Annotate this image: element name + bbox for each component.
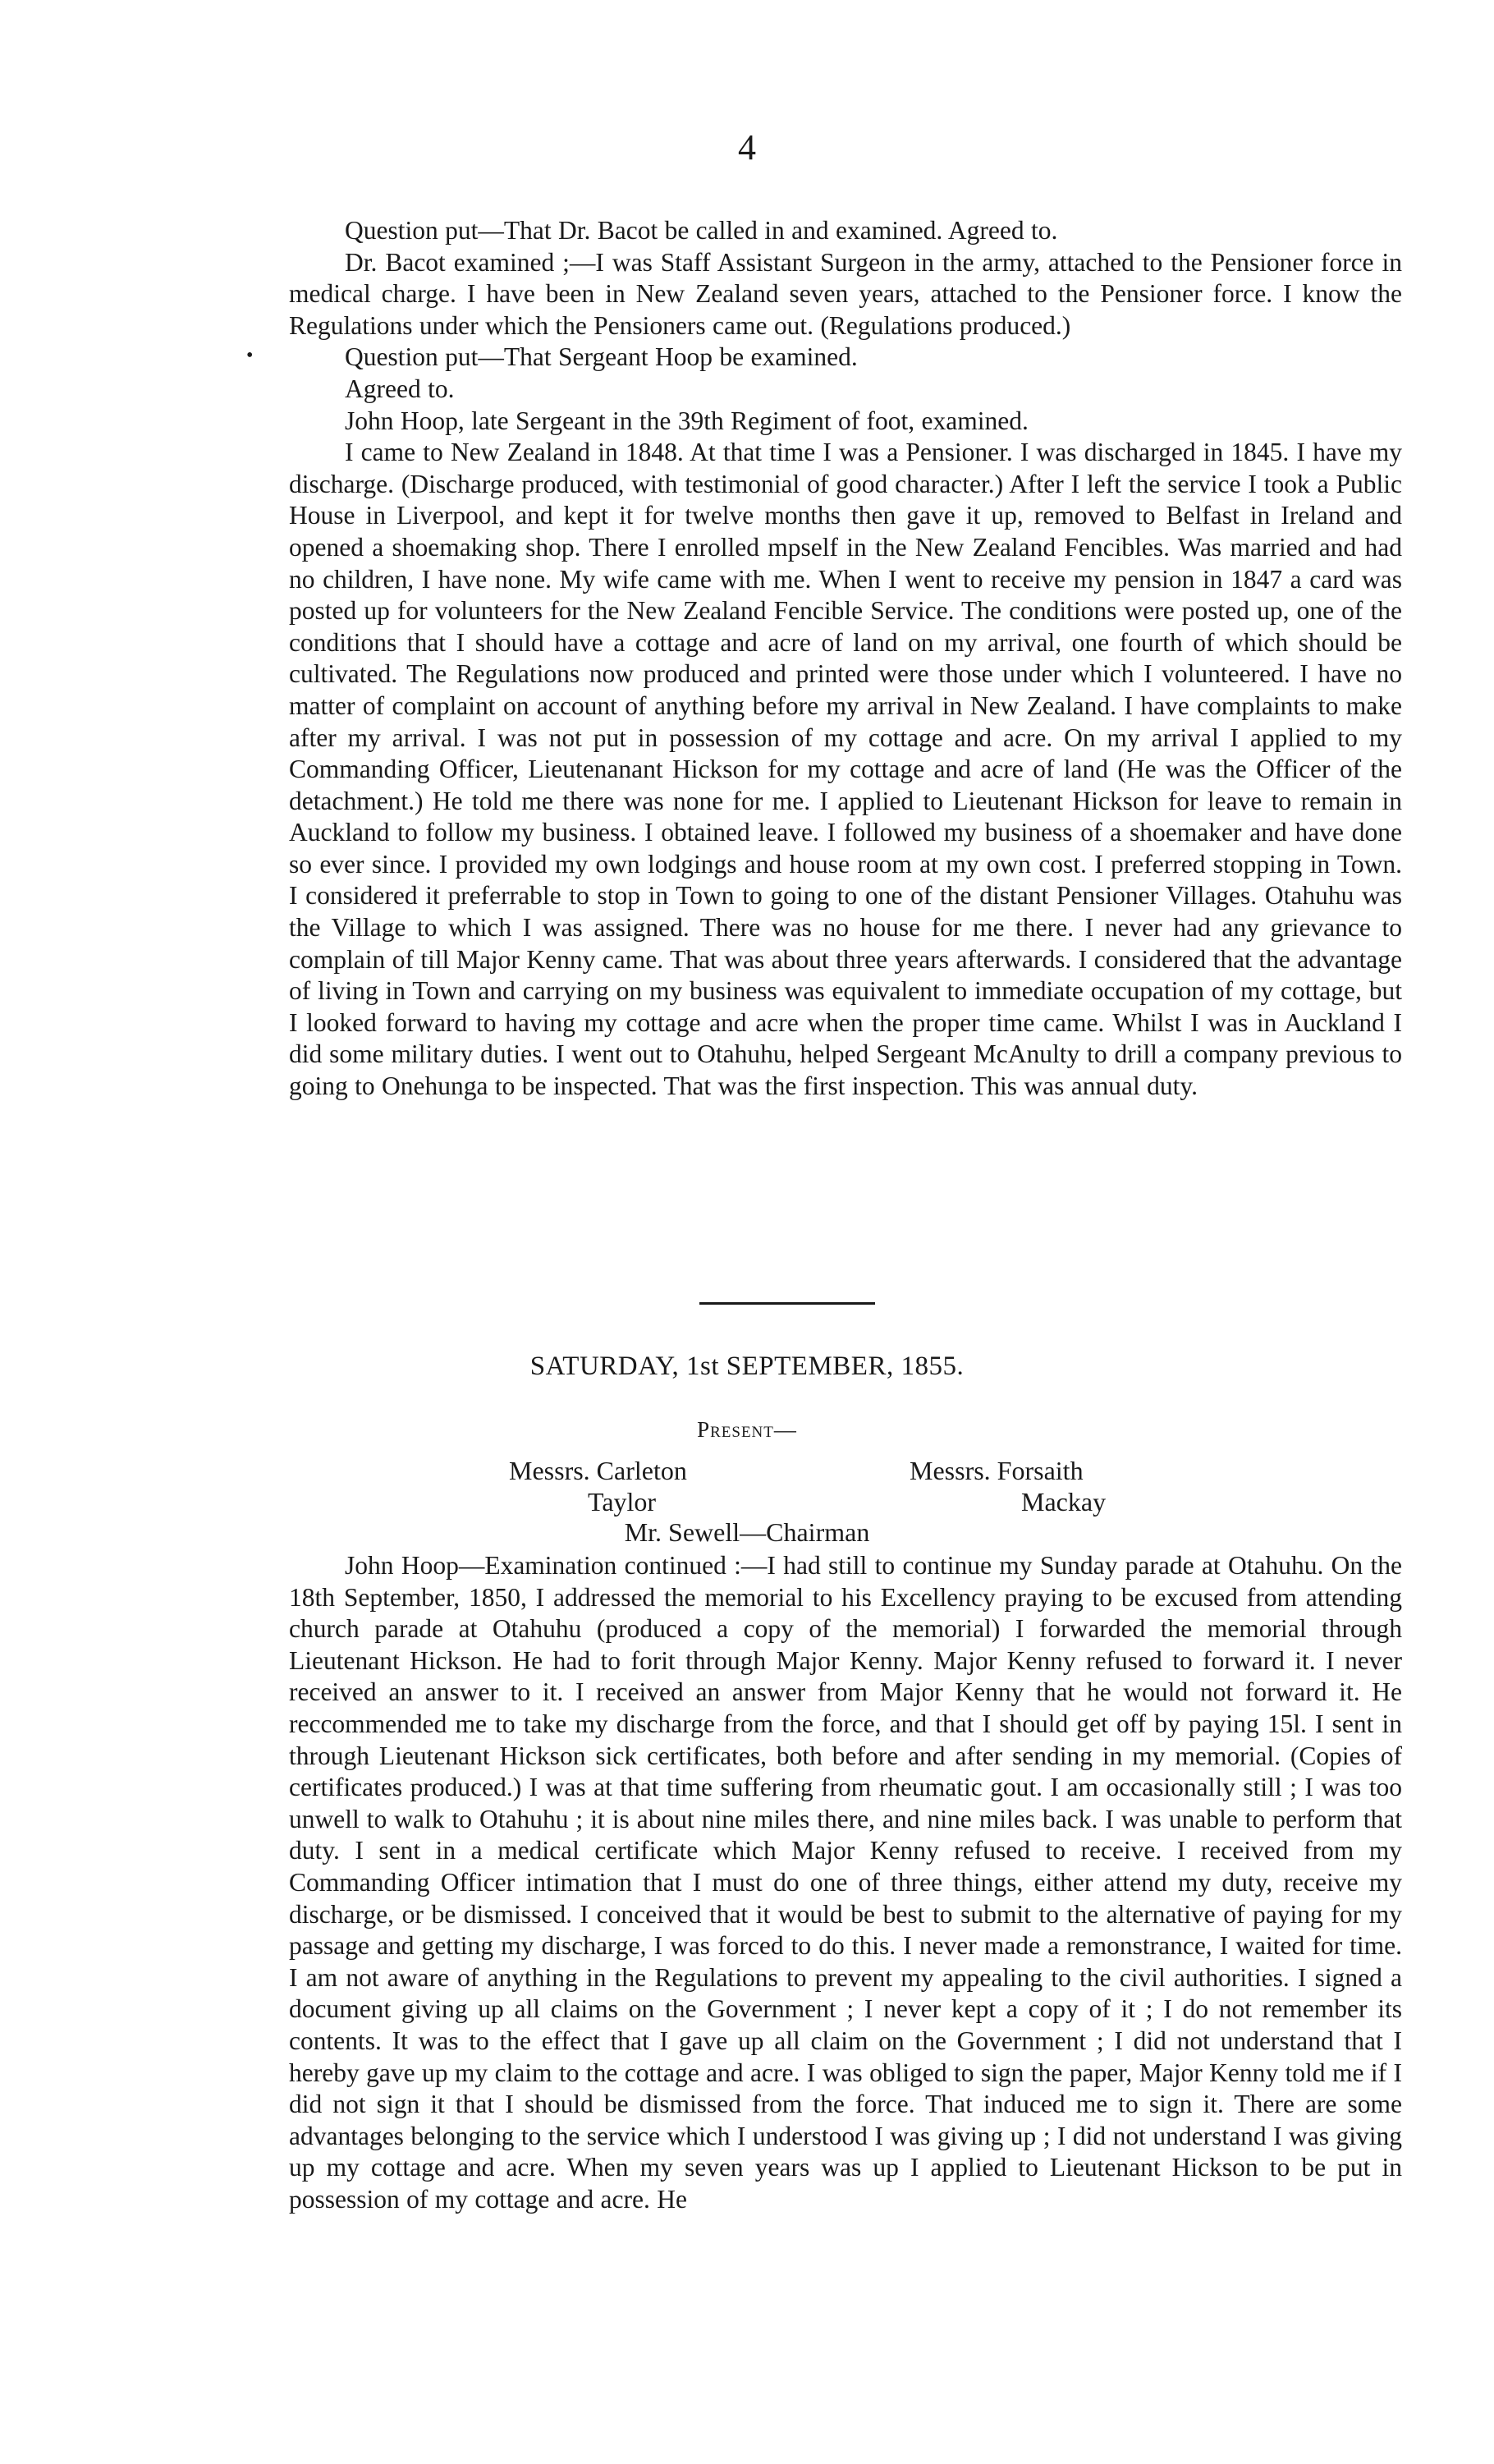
bullet-mark: • (246, 345, 254, 367)
member-carleton: Messrs. Carleton (509, 1456, 687, 1485)
present-heading: Present— (697, 1417, 797, 1442)
member-forsaith: Messrs. Forsaith (910, 1456, 1084, 1485)
section-testimony-after (289, 1550, 1402, 2215)
section-divider (699, 1302, 875, 1305)
paragraph-question-bacot: Question put—That Dr. Bacot be called in and examined. Agreed to. (345, 216, 1058, 245)
paragraph-agreed: Agreed to. (345, 374, 455, 403)
paragraph-bacot-examined: Dr. Bacot examined ;—I was Staff Assistant Surgeon in the army, attached to the Pensioner force in medical charge. I have been in New Zealand seven years, attached to the Pensioner force. I know the Regulations under which the Pensioners came out. (Regulations produced.) (289, 247, 1402, 340)
member-taylor: Taylor (588, 1487, 657, 1516)
member-mackay: Mackay (1021, 1487, 1107, 1516)
paragraph-hoop-continued: John Hoop—Examination continued :—I had still to continue my Sunday parade at Otahuhu. On the 18th September, 1850, I addressed the memorial to his Excellency praying to be excused from attending church parade at Otahuhu (produced a copy of the memorial) I forwarded the memorial through Lieutenant Hickson. He had to forit through Major Kenny. Major Kenny refused to forward it. I never received an answer to it. I received an answer from Major Kenny that he would not forward it. He reccommended me to take my discharge from the force, and that I should get off by paying 15l. I sent in through Lieutenant Hickson sick certificates, both before and after sending in my memorial. (Copies of certificates produced.) I was at that time suffering from rheumatic gout. I am occasionally still ; I was too unwell to walk to Otahuhu ; it is about nine miles there, and nine miles back. I was unable to perform that duty. I sent in a medical certificate which Major Kenny refused to receive. I received from my Commanding Officer intimation that I must do one of three things, either attend my duty, receive my discharge, or be dismissed. I conceived that it would be best to submit to the alternative of paying for my passage and getting my discharge, I was forced to do this. I never made a remonstrance, I waited for time. I am not aware of anything in the Regulations to prevent my appealing to the civil authorities. I signed a document giving up all claims on the Government ; I never kept a copy of it ; I do not remember its contents. It was to the effect that I gave up all claim on the Government ; I did not understand that I hereby gave up my claim to the cottage and acre. I was obliged to sign the paper, Major Kenny told me if I did not sign it that I should be dismissed from the force. That induced me to sign it. There are some advantages belonging to the service which I understood I was giving up ; I did not understand I was giving up my cottage and acre. When my seven years was up I applied to Lieutenant Hickson to be put in possession of my cottage and acre. He (289, 1551, 1402, 2214)
page-number: 4 (738, 127, 756, 167)
members-right (910, 1455, 1106, 1517)
date-heading: SATURDAY, 1st SEPTEMBER, 1855. (529, 1351, 965, 1381)
paragraph-hoop-testimony: I came to New Zealand in 1848. At that time I was a Pensioner. I was discharged in 1845. I have my discharge. (Discharge produced, with testimonial of good character.) After I left the service I took a Public House in Liverpool, and kept it for twelve months then gave it up, removed to Belfast in Ireland and opened a shoemaking shop. There I enrolled mpself in the New Zealand Fencibles. Was married and had no children, I have none. My wife came with me. When I went to receive my pension in 1847 a card was posted up for volunteers for the New Zealand Fencible Service. The conditions were posted up, one of the conditions that I should have a cottage and acre of land on my arrival, one fourth of which should be cultivated. The Regulations now produced and printed were those under which I volunteered. I have no matter of complaint on account of anything before my arrival in New Zealand. I have complaints to make after my arrival. I was not put in possession of my cottage and acre. On my arrival I applied to my Commanding Officer, Lieutenanant Hickson for my cottage and acre of land (He was the Officer of the detachment.) He told me there was none for me. I applied to Lieutenant Hickson for leave to remain in Auckland to follow my business. I obtained leave. I followed my business of a shoemaker and have done so ever since. I provided my own lodgings and house room at my own cost. I preferred stopping in Town. I considered it preferrable to stop in Town to going to one of the distant Pensioner Villages. Otahuhu was the Village to which I was assigned. There was no house for me there. I never had any grievance to complain of till Major Kenny came. That was about three years afterwards. I considered that the advantage of living in Town and carrying on my business was equivalent to immediate occupation of my cottage, but I looked forward to having my cottage and acre when the proper time came. Whilst I was in Auckland I did some military duties. I went out to Otahuhu, helped Sergeant McAnulty to drill a company previous to going to Onehunga to be inspected. That was the first inspection. This was annual duty. (289, 438, 1402, 1101)
paragraph-question-hoop: Question put—That Sergeant Hoop be examined. (345, 342, 858, 372)
paragraph-hoop-examined: John Hoop, late Sergeant in the 39th Regiment of foot, examined. (345, 406, 1029, 435)
chairman-line: Mr. Sewell—Chairman (624, 1517, 870, 1547)
section-testimony-before (246, 215, 1402, 1103)
members-left (509, 1455, 687, 1517)
